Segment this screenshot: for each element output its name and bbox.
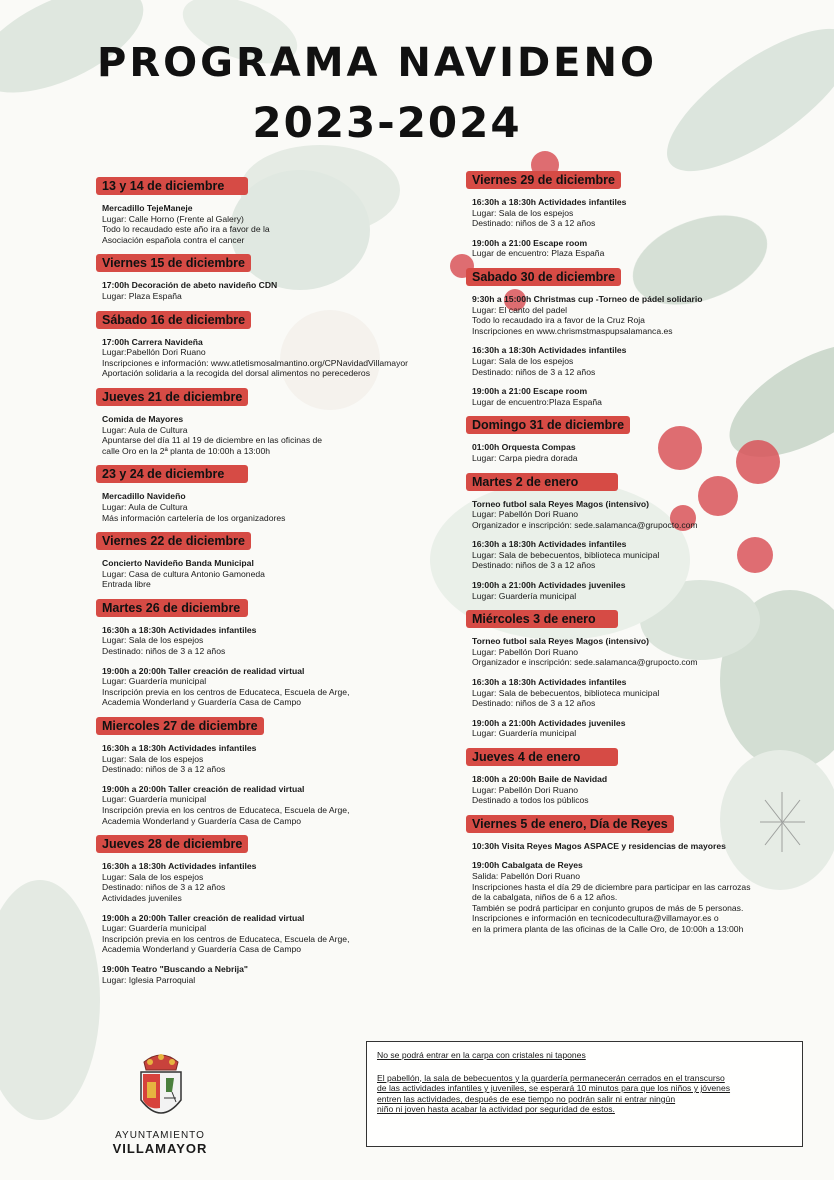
event-item bbox=[102, 203, 441, 245]
day-section bbox=[96, 532, 441, 590]
event-detail-line: Lugar:Pabellón Dori Ruano bbox=[102, 347, 206, 358]
event-title: 19:00h a 20:00h Taller creación de realidad virtual bbox=[102, 783, 305, 794]
event-detail-line: Lugar: Sala de bebecuentos, biblioteca municipal bbox=[472, 549, 660, 560]
event-item bbox=[102, 625, 441, 657]
event-title: 19:00h a 20:00h Taller creación de realidad virtual bbox=[102, 665, 305, 676]
day-header: 23 y 24 de diciembre bbox=[96, 465, 248, 483]
event-title: Comida de Mayores bbox=[102, 413, 184, 424]
event-item bbox=[472, 580, 796, 601]
event-detail-line: en la primera planta de las oficinas de la Calle Oro, de 10:00h a 13:00h bbox=[472, 923, 744, 934]
day-header: Miercoles 27 de diciembre bbox=[96, 717, 264, 735]
day-header: Martes 26 de diciembre bbox=[96, 599, 248, 617]
event-detail-line: Lugar: Casa de cultura Antonio Gamoneda bbox=[102, 568, 265, 579]
event-item bbox=[102, 743, 441, 775]
day-header: Viernes 15 de diciembre bbox=[96, 254, 251, 272]
event-title: 16:30h a 18:30h Actividades infantiles bbox=[472, 197, 627, 207]
event-item bbox=[472, 718, 796, 739]
event-title: 16:30h a 18:30h Actividades infantiles bbox=[102, 861, 257, 872]
event-item bbox=[102, 861, 441, 903]
event-detail-line: Destinado a todos los públicos bbox=[472, 795, 589, 806]
event-detail-line: Todo lo recaudado ira a favor de la Cruz Roja bbox=[472, 315, 645, 326]
event-detail-line: Lugar: Pabellón Dori Ruano bbox=[472, 646, 579, 657]
event-detail-line: Lugar: Guardería municipal bbox=[102, 923, 207, 934]
event-title: 19:00h Cabalgata de Reyes bbox=[472, 860, 583, 871]
notice-line: No se podrá entrar en la carpa con cristales ni tapones bbox=[377, 1050, 586, 1060]
event-item bbox=[102, 784, 441, 826]
event-item bbox=[472, 386, 796, 407]
day-section bbox=[466, 748, 796, 806]
event-item bbox=[472, 499, 796, 531]
event-detail-line: Lugar: Sala de los espejos bbox=[102, 635, 204, 646]
event-item bbox=[102, 337, 441, 379]
event-item bbox=[102, 913, 441, 955]
event-item bbox=[102, 491, 441, 523]
event-title: 19:00h a 21:00h Actividades juveniles bbox=[472, 717, 626, 728]
event-detail-line: Lugar: El canto del padel bbox=[472, 304, 568, 315]
day-header: Viernes 22 de diciembre bbox=[96, 532, 251, 550]
event-detail-line: Lugar: Guardería municipal bbox=[102, 794, 207, 805]
event-detail-line: Lugar: Guardería municipal bbox=[102, 676, 207, 687]
day-section bbox=[466, 473, 796, 602]
day-header: Sabado 30 de diciembre bbox=[466, 268, 621, 286]
event-detail-line: Lugar: Sala de los espejos bbox=[472, 207, 574, 218]
event-title: Mercadillo Navideño bbox=[102, 491, 186, 502]
event-detail-line: Lugar: Calle Horno (Frente al Galery) bbox=[102, 213, 244, 224]
event-detail-line: Inscripciones en www.chrismstmaspupsalamanca.es bbox=[472, 325, 673, 336]
event-title: 01:00h Orquesta Compas bbox=[472, 442, 576, 453]
event-item bbox=[472, 345, 796, 377]
event-detail-line: Inscripción previa en los centros de Educateca, Escuela de Arge, bbox=[102, 686, 350, 697]
day-header: Jueves 4 de enero bbox=[466, 748, 618, 766]
day-header: Jueves 21 de diciembre bbox=[96, 388, 248, 406]
event-detail-line: Academia Wonderland y Guardería Casa de Campo bbox=[102, 944, 302, 955]
event-item bbox=[472, 860, 796, 934]
event-detail-line: Organizador e inscripción: sede.salamanca@grupocto.com bbox=[472, 519, 698, 530]
event-detail-line: calle Oro en la 2ª planta de 10:00h a 13:00h bbox=[102, 445, 271, 456]
day-section bbox=[96, 599, 441, 708]
day-header: Viernes 29 de diciembre bbox=[466, 171, 621, 189]
left-program-column bbox=[96, 177, 441, 994]
page-title: PROGRAMA NAVIDENO bbox=[97, 40, 657, 86]
day-section bbox=[466, 268, 796, 407]
event-title: 19:00h a 21:00h Actividades juveniles bbox=[472, 580, 626, 591]
event-detail-line: Aportación solidaria a la recogida del dorsal alimentos no perecederos bbox=[102, 368, 370, 379]
event-detail-line: Destinado: niños de 3 a 12 años bbox=[102, 646, 226, 657]
footer-line-2: VILLAMAYOR bbox=[112, 1141, 208, 1156]
event-title: 17:00h Carrera Navideña bbox=[102, 336, 203, 347]
event-detail-line: Academia Wonderland y Guardería Casa de Campo bbox=[102, 697, 302, 708]
event-detail-line: Lugar: Carpa piedra dorada bbox=[472, 452, 578, 463]
event-detail-line: Academia Wonderland y Guardería Casa de Campo bbox=[102, 815, 302, 826]
event-detail-line: Lugar: Sala de los espejos bbox=[472, 355, 574, 366]
footer-municipality bbox=[100, 1130, 220, 1156]
event-title: Torneo futbol sala Reyes Magos (intensivo) bbox=[472, 636, 649, 647]
event-detail-line: Actividades juveniles bbox=[102, 892, 182, 903]
day-header: Viernes 5 de enero, Día de Reyes bbox=[466, 815, 674, 833]
event-title: 16:30h a 18:30h Actividades infantiles bbox=[472, 345, 627, 356]
event-detail-line: Destinado: niños de 3 a 12 años bbox=[472, 698, 596, 709]
event-item bbox=[472, 197, 796, 229]
event-detail-line: Asociación española contra el cancer bbox=[102, 234, 245, 245]
day-section bbox=[96, 388, 441, 456]
event-item bbox=[472, 774, 796, 806]
event-detail-line: Todo lo recaudado este año ira a favor de la bbox=[102, 224, 270, 235]
notice-paragraph-line: entren las actividades, después de ese tiempo no podrán salir ni entrar ningún bbox=[377, 1093, 676, 1104]
event-detail-line: Apuntarse del día 11 al 19 de diciembre en las oficinas de bbox=[102, 435, 323, 446]
day-section bbox=[96, 177, 441, 245]
event-title: 16:30h a 18:30h Actividades infantiles bbox=[472, 677, 627, 688]
event-title: 19:00h Teatro "Buscando a Nebrija" bbox=[102, 963, 249, 974]
event-title: Concierto Navideño Banda Municipal bbox=[102, 558, 254, 569]
event-title: 9:30h a 15:00h Christmas cup -Torneo de pádel solidario bbox=[472, 293, 703, 304]
event-detail-line: Destinado: niños de 3 a 12 años bbox=[472, 218, 596, 229]
day-section bbox=[96, 465, 441, 523]
event-item bbox=[102, 666, 441, 708]
event-detail-line: Lugar de encuentro:Plaza España bbox=[472, 396, 602, 407]
event-detail-line: Lugar: Guardería municipal bbox=[472, 728, 577, 739]
event-title: 10:30h Visita Reyes Magos ASPACE y residencias de mayores bbox=[472, 840, 726, 851]
day-section bbox=[96, 311, 441, 379]
day-header: 13 y 14 de diciembre bbox=[96, 177, 248, 195]
event-detail-line: Inscripciones e información: www.atletismosalmantino.org/CPNavidadVillamayor bbox=[102, 357, 409, 368]
event-item bbox=[102, 280, 441, 301]
event-title: 19:00h a 21:00 Escape room bbox=[472, 237, 588, 248]
event-detail-line: Lugar: Aula de Cultura bbox=[102, 424, 188, 435]
event-detail-line: Lugar de encuentro: Plaza España bbox=[472, 248, 605, 259]
event-title: 18:00h a 20:00h Baile de Navidad bbox=[472, 774, 608, 784]
notice-box bbox=[366, 1041, 803, 1147]
day-section bbox=[96, 254, 441, 301]
event-detail-line: Destinado: niños de 3 a 12 años bbox=[102, 764, 226, 775]
notice-paragraph-line: El pabellón, la sala de bebecuentos y la guardería permanecerán cerrados en el transcurso bbox=[377, 1072, 725, 1083]
event-detail-line: Destinado: niños de 3 a 12 años bbox=[472, 366, 596, 377]
event-detail-line: Lugar: Plaza España bbox=[102, 290, 182, 301]
event-title: 17:00h Decoración de abeto navideño CDN bbox=[102, 280, 278, 291]
event-detail-line: Organizador e inscripción: sede.salamanca@grupocto.com bbox=[472, 657, 698, 668]
event-detail-line: Destinado: niños de 3 a 12 años bbox=[472, 560, 596, 571]
event-detail-line: Inscripciones e información en tecnicodecultura@villamayor.es o bbox=[472, 913, 719, 924]
event-item bbox=[102, 558, 441, 590]
day-section bbox=[96, 835, 441, 985]
event-item bbox=[472, 677, 796, 709]
event-detail-line: Inscripción previa en los centros de Educateca, Escuela de Arge, bbox=[102, 933, 350, 944]
event-detail-line: Lugar: Pabellón Dori Ruano bbox=[472, 784, 579, 795]
page-subtitle-years: 2023-2024 bbox=[252, 98, 522, 147]
event-detail-line: de la cabalgata, niños de 6 a 12 años. bbox=[472, 892, 618, 903]
notice-paragraph-line: de las actividades infantiles y juveniles, se esperará 10 minutos para que los niños y jóvenes bbox=[377, 1083, 731, 1094]
event-detail-line: Lugar: Guardería municipal bbox=[472, 590, 577, 601]
event-detail-line: Lugar: Aula de Cultura bbox=[102, 501, 188, 512]
event-title: 19:00h a 20:00h Taller creación de realidad virtual bbox=[102, 912, 305, 923]
event-detail-line: Salida: Pabellón Dori Ruano bbox=[472, 870, 580, 881]
event-item bbox=[102, 964, 441, 985]
day-header: Martes 2 de enero bbox=[466, 473, 618, 491]
day-header: Jueves 28 de diciembre bbox=[96, 835, 248, 853]
event-item bbox=[472, 539, 796, 571]
event-title: 16:30h a 18:30h Actividades infantiles bbox=[472, 539, 627, 550]
event-detail-line: Más información cartelería de los organizadores bbox=[102, 512, 286, 523]
event-title: 16:30h a 18:30h Actividades infantiles bbox=[102, 743, 257, 754]
coat-of-arms-icon bbox=[136, 1048, 186, 1126]
event-title: 16:30h a 18:30h Actividades infantiles bbox=[102, 624, 257, 635]
day-section bbox=[466, 171, 796, 259]
event-detail-line: También se podrá participar en conjunto grupos de más de 5 personas. bbox=[472, 902, 744, 913]
day-header: Miércoles 3 de enero bbox=[466, 610, 618, 628]
notice-paragraph-line: niño ni joven hasta acabar la actividad por seguridad de estos. bbox=[377, 1104, 615, 1115]
right-program-column bbox=[466, 171, 796, 944]
day-section bbox=[466, 610, 796, 739]
day-section bbox=[96, 717, 441, 826]
event-title: Torneo futbol sala Reyes Magos (intensivo) bbox=[472, 498, 649, 509]
event-item bbox=[472, 636, 796, 668]
event-detail-line: Lugar: Pabellón Dori Ruano bbox=[472, 509, 579, 520]
event-detail-line: Lugar: Iglesia Parroquial bbox=[102, 974, 196, 985]
event-detail-line: Lugar: Sala de los espejos bbox=[102, 753, 204, 764]
event-detail-line: Lugar: Sala de bebecuentos, biblioteca municipal bbox=[472, 687, 660, 698]
event-item bbox=[472, 841, 796, 852]
day-header: Domingo 31 de diciembre bbox=[466, 416, 630, 434]
day-section bbox=[466, 416, 796, 463]
day-header: Sábado 16 de diciembre bbox=[96, 311, 251, 329]
event-item bbox=[472, 238, 796, 259]
footer-line-1: AYUNTAMIENTO bbox=[115, 1130, 205, 1141]
event-item bbox=[472, 294, 796, 336]
event-detail-line: Entrada libre bbox=[102, 579, 151, 590]
event-item bbox=[472, 442, 796, 463]
event-title: 19:00h a 21:00 Escape room bbox=[472, 386, 588, 397]
event-detail-line: Inscripción previa en los centros de Educateca, Escuela de Arge, bbox=[102, 805, 350, 815]
day-section bbox=[466, 815, 796, 935]
event-title: Mercadillo TejeManeje bbox=[102, 203, 193, 213]
event-detail-line: Destinado: niños de 3 a 12 años bbox=[102, 882, 226, 893]
event-item bbox=[102, 414, 441, 456]
event-detail-line: Inscripciones hasta el día 29 de diciembre para participar en las carrozas bbox=[472, 881, 751, 892]
event-detail-line: Lugar: Sala de los espejos bbox=[102, 871, 204, 882]
